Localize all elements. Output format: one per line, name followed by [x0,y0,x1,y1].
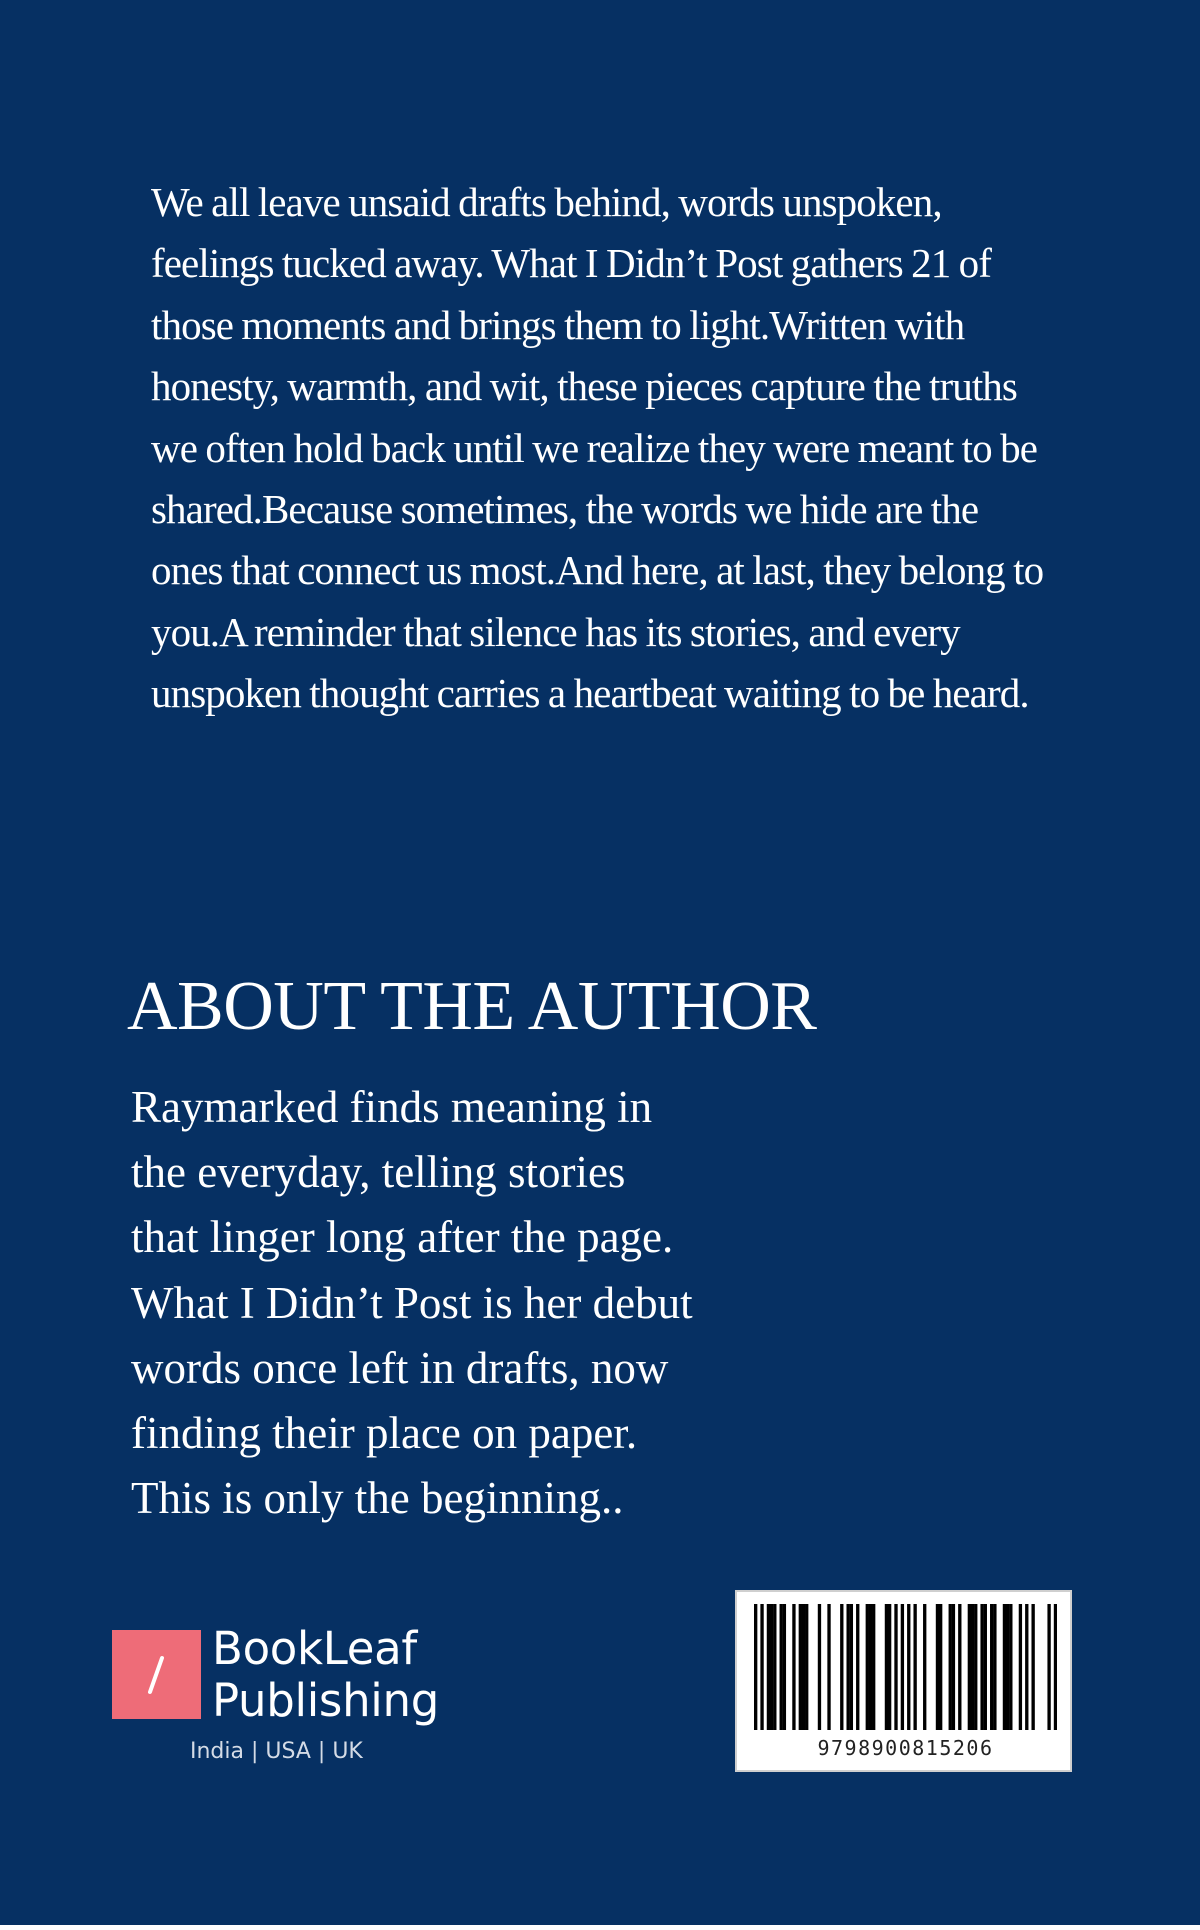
barcode-bar [913,1604,916,1730]
barcode-bar [1031,1604,1034,1730]
barcode-bar [1054,1604,1057,1730]
barcode-bar [949,1604,952,1730]
barcode-bar [923,1604,926,1730]
barcode-bar [939,1604,942,1730]
isbn-number: 9798900815206 [817,1736,994,1760]
barcode-bar [1009,1604,1012,1730]
barcode-bar [888,1604,891,1730]
barcode-bar [974,1604,977,1730]
barcode-bar [885,1604,888,1730]
barcode-bar [846,1604,849,1730]
book-blurb: We all leave unsaid drafts behind, words unspoken, feelings tucked away. What I Didn’t Post gathers 21 of those moments and brings them to light.Written with honesty, warmth, and wit, these pieces capture the truths we often hold back until we realize they were meant to be shared.Because sometimes, the words we hide are the ones that connect us most.And here, at last, they belong to you.A reminder that silence has its stories, and every unspoken thought carries a heartbeat waiting to be heard. [151,179,1044,717]
barcode-bar [1003,1604,1006,1730]
barcode-bar [773,1604,776,1730]
barcode-bar [936,1604,939,1730]
barcode-bar [958,1604,961,1730]
barcode-bar [971,1604,974,1730]
barcode-bar [984,1604,987,1730]
barcode-bar [1047,1604,1050,1730]
barcode-bar [894,1604,897,1730]
barcode-bar [799,1604,802,1730]
barcode-bar [869,1604,872,1730]
publisher-logo-mark [112,1630,201,1719]
barcode-bar [952,1604,955,1730]
barcode-bar [827,1604,830,1730]
barcode-bar [968,1604,971,1730]
barcode-bar [792,1604,795,1730]
publisher-tagline: India | USA | UK [190,1739,363,1764]
barcode-bars [754,1604,1057,1730]
barcode-bar [850,1604,853,1730]
barcode-bar [840,1604,843,1730]
barcode-bar [783,1604,786,1730]
barcode-bar [805,1604,808,1730]
barcode-bar [802,1604,805,1730]
barcode-bar [770,1604,773,1730]
slash-icon [112,1630,201,1719]
author-bio: Raymarked finds meaning in the everyday, telling stories that linger long after the page. What I Didn’t Post is her debut words once left in drafts, now finding their place on paper. This is only the beginning.. [131,1082,693,1524]
isbn-barcode [735,1590,1072,1772]
barcode-bar [1025,1604,1028,1730]
barcode-bar [866,1604,869,1730]
barcode-bar [856,1604,859,1730]
barcode-bar [990,1604,993,1730]
about-author-heading: ABOUT THE AUTHOR [127,968,817,1045]
barcode-bar [1019,1604,1022,1730]
barcode-bar [754,1604,757,1730]
barcode-bar [872,1604,875,1730]
barcode-bar [907,1604,910,1730]
barcode-bar [980,1604,983,1730]
barcode-bar [818,1604,821,1730]
barcode-bar [1006,1604,1009,1730]
barcode-bar [767,1604,770,1730]
barcode-bar [993,1604,996,1730]
barcode-bar [760,1604,763,1730]
barcode-bar [901,1604,904,1730]
barcode-bar [780,1604,783,1730]
publisher-name: BookLeaf Publishing [212,1622,439,1727]
